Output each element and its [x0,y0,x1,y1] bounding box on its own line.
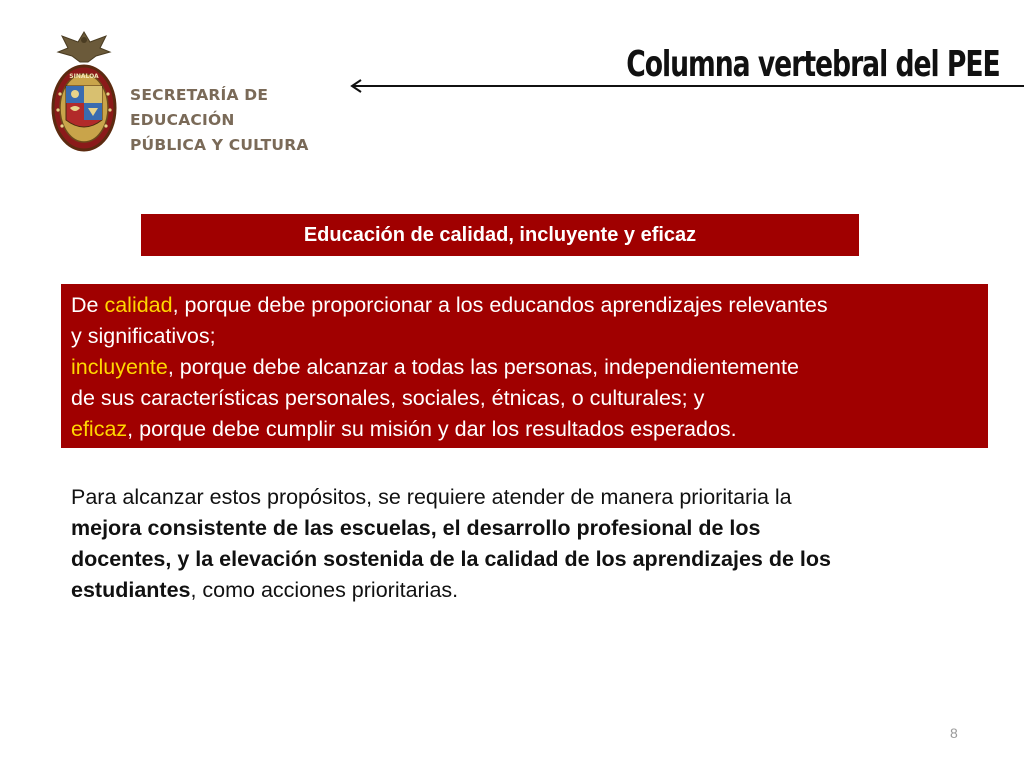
definition-text: , porque debe alcanzar a todas las personas, independientemente [167,355,799,379]
coat-of-arms-logo [50,28,118,154]
keyword-calidad: calidad [104,293,173,317]
keyword-eficaz: eficaz [71,417,128,441]
org-name-line-1: SECRETARÍA DE [130,86,269,104]
subtitle-banner [141,214,859,256]
body-line-4 [71,575,1001,606]
body-bold-text: docentes, y la elevación sostenida de la calidad de los aprendizajes de los [71,547,831,571]
organization-name [130,83,309,158]
keyword-incluyente: incluyente [71,355,168,379]
body-line-2 [71,513,1001,544]
definition-line-4: de sus características personales, sociales, étnicas, o culturales; y [71,386,705,410]
body-line-1: Para alcanzar estos propósitos, se requiere atender de manera prioritaria la [71,485,792,509]
subtitle-text: Educación de calidad, incluyente y eficaz [303,223,697,246]
definition-line-2: y significativos; [71,324,216,348]
definition-text: , porque debe cumplir su misión y dar los resultados esperados. [127,417,737,441]
body-bold-text: estudiantes [71,578,191,602]
definition-line-1 [71,290,974,321]
body-text: , como acciones prioritarias. [190,578,459,602]
org-name-line-3: PÚBLICA Y CULTURA [130,136,309,154]
body-bold-text: mejora consistente de las escuelas, el desarrollo profesional de los [71,516,761,540]
definition-box [61,284,988,448]
left-arrow-icon [349,78,371,94]
definition-text: De [71,293,105,317]
definition-line-3 [71,352,974,383]
logo-text: SINALOA [69,73,99,80]
page-title: Columna vertebral del PEE [626,44,1000,85]
definition-line-5 [71,414,974,445]
body-line-3 [71,544,1001,575]
body-paragraph [71,482,1001,606]
definition-text: , porque debe proporcionar a los educandos aprendizajes relevantes [172,293,828,317]
page-number: 8 [950,725,958,741]
org-name-line-2: EDUCACIÓN [130,111,235,129]
title-underline [354,85,1024,87]
